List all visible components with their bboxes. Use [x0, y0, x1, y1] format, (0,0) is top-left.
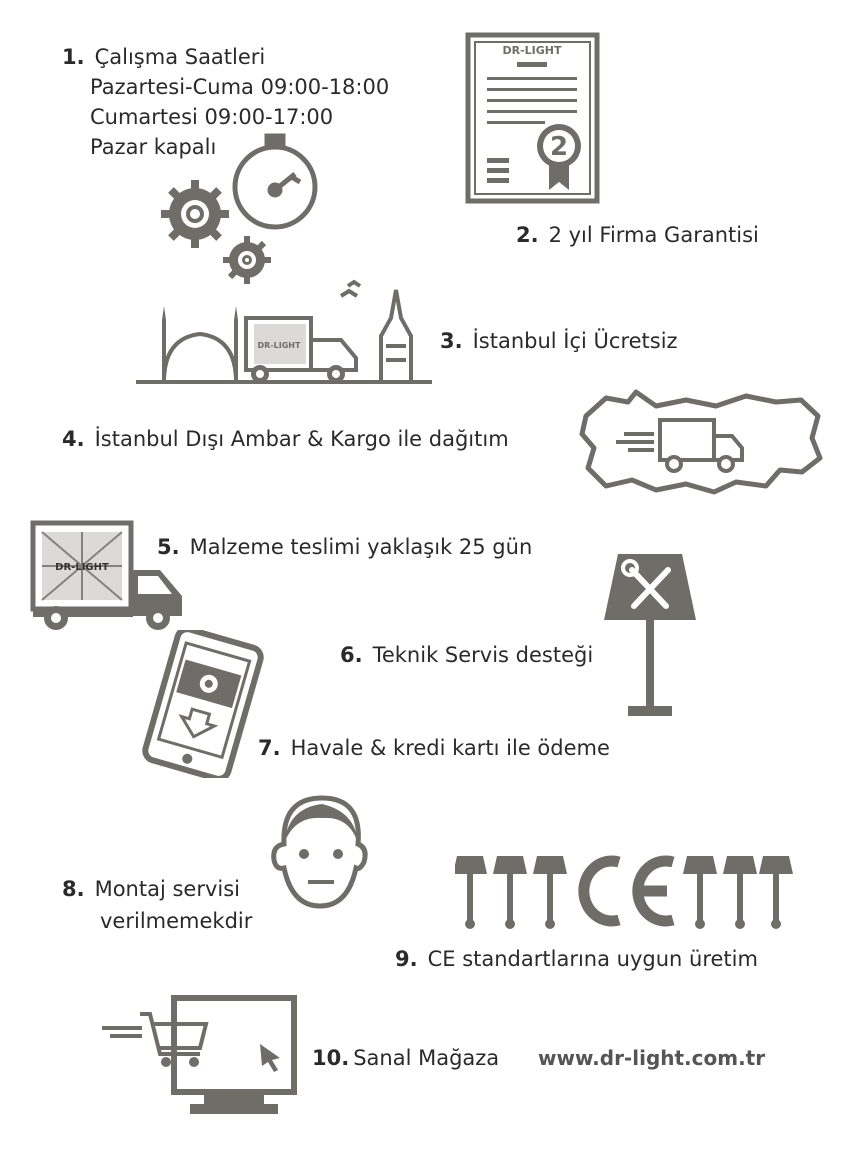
item-10-title: 10. Sanal Mağaza — [312, 1046, 500, 1070]
clock-gears-icon — [160, 132, 330, 292]
brand-logo-text-5: DR-LIGHT — [55, 562, 109, 573]
item-1-title: 1. Çalışma Saatleri — [62, 45, 266, 69]
item-5-title: 5. Malzeme teslimi yaklaşık 25 gün — [157, 535, 533, 559]
item-7-title: 7. Havale & kredi kartı ile ödeme — [258, 736, 610, 760]
turkey-map-truck-icon — [576, 386, 826, 500]
website-link[interactable]: www.dr-light.com.tr — [538, 1046, 766, 1070]
brand-logo-text: DR-LIGHT — [502, 44, 562, 57]
brand-logo-text-3: DR-LIGHT — [257, 341, 301, 350]
item-9-title: 9. CE standartlarına uygun üretim — [395, 947, 758, 971]
certificate-icon — [465, 32, 600, 204]
item-3-title: 3. İstanbul İçi Ücretsiz — [440, 329, 678, 353]
ce-mark-lamps-icon — [455, 852, 795, 932]
unhappy-face-icon — [264, 794, 376, 912]
mobile-payment-icon — [138, 630, 268, 778]
warranty-badge-number: 2 — [549, 132, 569, 162]
item-1-line-2: Cumartesi 09:00-17:00 — [90, 105, 334, 129]
istanbul-skyline-truck-icon — [136, 278, 436, 388]
item-4-title: 4. İstanbul Dışı Ambar & Kargo ile dağıtım — [62, 427, 509, 451]
item-6-title: 6. Teknik Servis desteği — [340, 643, 594, 667]
item-8-line-2: verilmemekdir — [100, 909, 253, 933]
service-lamp-tools-icon — [600, 550, 700, 720]
item-1-line-3: Pazar kapalı — [90, 135, 217, 159]
item-1-line-1: Pazartesi-Cuma 09:00-18:00 — [90, 75, 390, 99]
online-store-monitor-icon — [100, 994, 300, 1120]
item-8-title: 8. Montaj servisi — [62, 877, 241, 901]
item-2-title: 2. 2 yıl Firma Garantisi — [516, 223, 759, 247]
